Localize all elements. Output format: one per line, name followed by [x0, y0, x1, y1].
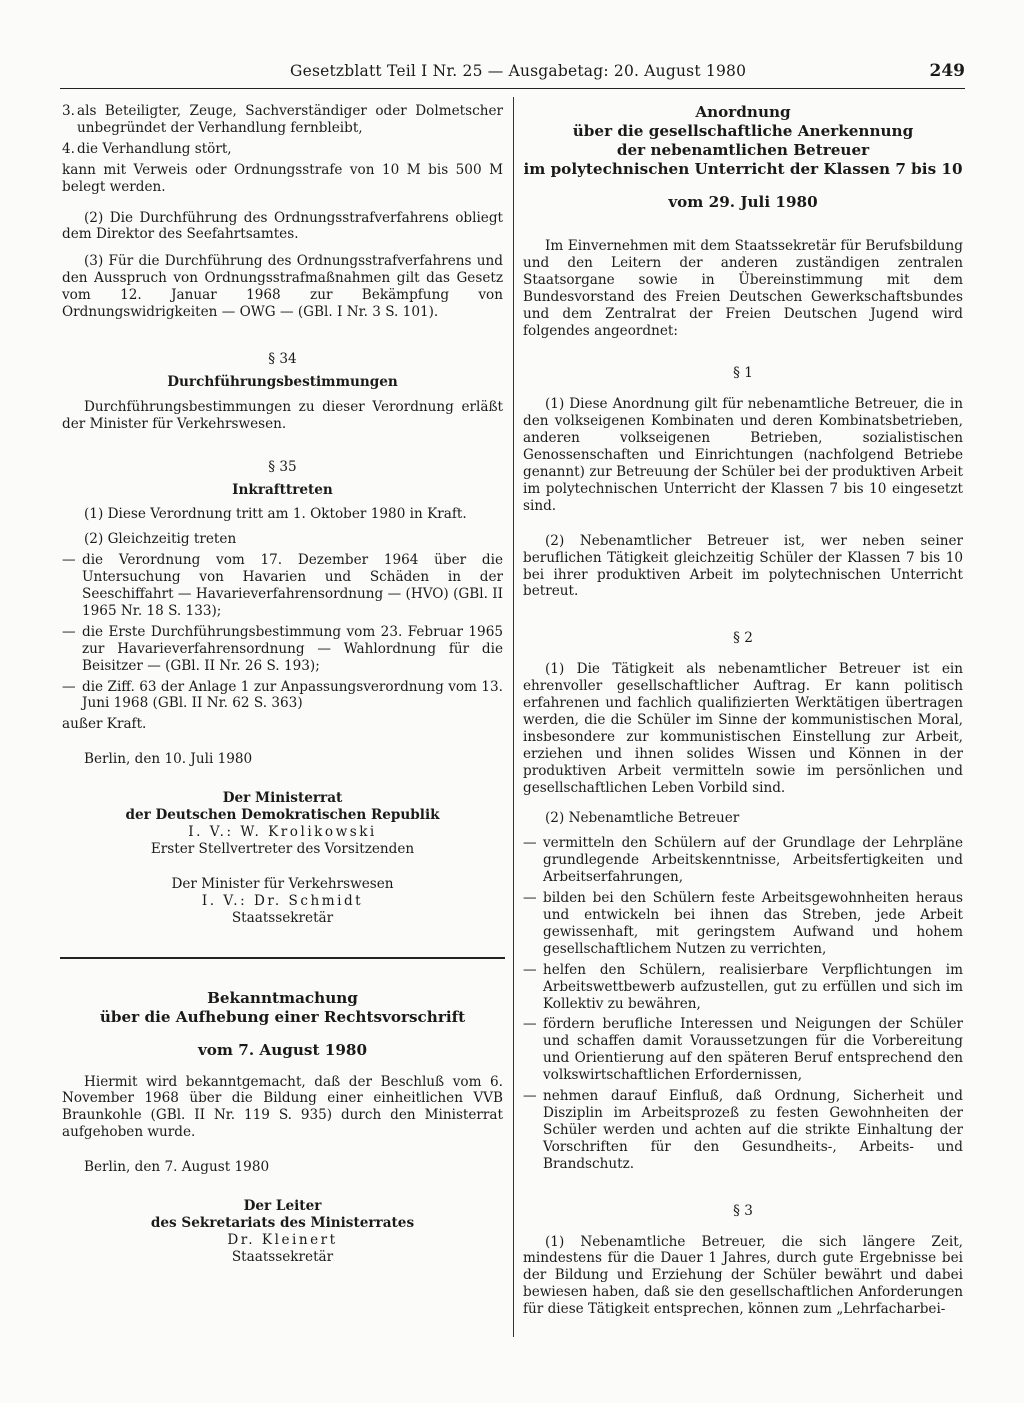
signatory-org: Der Ministerrat	[222, 790, 343, 807]
section-2-p2: (2) Nebenamtliche Betreuer	[545, 810, 740, 827]
signatory-org: Der Leiter	[243, 1198, 322, 1215]
list-text: die Ziff. 63 der Anlage 1 zur Anpassungsverordnung vom 13. Juni 1968 (GBl. II Nr. 62 S. 363)	[82, 678, 503, 712]
list-marker: 4.	[62, 140, 75, 157]
list-item	[523, 1016, 963, 1084]
ordinance-subtitle: über die gesellschaftliche Anerkennung	[572, 122, 914, 140]
ordinance-subtitle: der nebenamtlichen Betreuer	[616, 141, 870, 159]
list-item	[62, 679, 503, 713]
list-marker: —	[523, 961, 537, 978]
list-item	[523, 962, 963, 1013]
list-marker: —	[523, 1016, 537, 1033]
ausser-kraft: außer Kraft.	[62, 716, 147, 733]
list-marker: —	[523, 890, 537, 907]
list-marker: 3.	[62, 103, 75, 119]
gazette-title: Gesetzblatt Teil I Nr. 25 — Ausgabetag: 20. August 1980	[290, 62, 747, 80]
list-item	[62, 141, 503, 158]
signatory-name: Dr. Kleinert	[227, 1231, 338, 1248]
list-text: die Erste Durchführungsbestimmung vom 23. Februar 1965 zur Havarieverfahrensordnung — Wahlordnung für die Beisitzer — (GBl. II Nr. 26 S. 193);	[82, 623, 503, 674]
section-1-p1: (1) Diese Anordnung gilt für nebenamtliche Betreuer, die in den volkseigenen Kombinaten und deren Kombinatsbetrieben, anderen volkseigenen Betrieben, sozialistischen Genossenschaften und Einrichtungen (nachfolgend Betriebe genannt) zur Betreuung der Schüler bei der produktiven Arbeit im polytechnischen Unterricht der Klassen 7 bis 10 eingesetzt sind.	[523, 396, 963, 514]
paragraph-3: (3) Für die Durchführung des Ordnungsstrafverfahrens und den Ausspruch von Ordnungsstrafmaßnahmen gilt das Gesetz vom 12. Januar 1968 zur Bekämpfung von Ordnungswidrigkeiten — OWG — (GBl. I Nr. 3 S. 101).	[62, 253, 503, 321]
list-item	[523, 1088, 963, 1173]
list-text: die Verhandlung stört,	[77, 140, 232, 157]
section-1-p2: (2) Nebenamtlicher Betreuer ist, wer neben seiner beruflichen Tätigkeit gleichzeitig Schüler der Klassen 7 bis 10 bei ihrer produktiven Arbeit im polytechnischen Unterricht betreut.	[523, 532, 963, 600]
right-column	[523, 103, 963, 1318]
list-marker: —	[523, 835, 537, 852]
list-text: vermitteln den Schülern auf der Grundlage der Lehrpläne grundlegende Arbeitskenntnisse, Arbeitsfertigkeiten und Arbeitserfahrungen,	[543, 835, 963, 886]
list-text: fördern berufliche Interessen und Neigungen der Schüler und schaffen damit Voraussetzungen für die Vorbereitung und Orientierung auf den späteren Beruf entsprechend den volkswirtschaftlichen Erfordernissen,	[543, 1016, 963, 1084]
section-2-number: § 2	[733, 630, 753, 647]
section-34-number: § 34	[268, 350, 297, 367]
signing-date: Berlin, den 10. Juli 1980	[84, 751, 253, 768]
list-marker: —	[62, 678, 76, 695]
announcement-subtitle: über die Aufhebung einer Rechtsvorschrift	[99, 1007, 466, 1026]
signatory-role: Staatssekretär	[231, 909, 334, 926]
section-35-number: § 35	[268, 458, 297, 475]
ordinance-subtitle: im polytechnischen Unterricht der Klassen 7 bis 10	[523, 160, 963, 178]
list-text: helfen den Schülern, realisierbare Verpflichtungen im Arbeitswettbewerb aufzustellen, gut zu erfüllen und sich im Kollektiv zu bewähren,	[543, 961, 963, 1012]
announcement-text: Hiermit wird bekanntgemacht, daß der Beschluß vom 6. November 1968 über die Bildung einer einheitlichen VVB Braunkohle (GBl. II Nr. 119 S. 935) durch den Ministerrat aufgehoben wurde.	[62, 1073, 503, 1141]
section-3-p1: (1) Nebenamtliche Betreuer, die sich längere Zeit, mindestens für die Dauer 1 Jahres, durch gute Ergebnisse bei der Bildung und Erziehung der Schüler bewährt und dabei bewiesen haben, daß sie den gesellschaftlichen Anforderungen für diese Tätigkeit entsprechen, können zum „Lehrfacharbei-	[523, 1233, 963, 1318]
list-marker: —	[62, 623, 76, 640]
left-column	[62, 103, 503, 1266]
list-item	[523, 835, 963, 886]
signatory-org: des Sekretariats des Ministerrates	[150, 1214, 415, 1231]
section-35-title: Inkrafttreten	[232, 481, 333, 498]
signatory-org: der Deutschen Demokratischen Republik	[125, 807, 440, 824]
list-marker: —	[523, 1088, 537, 1105]
signatory-role: Erster Stellvertreter des Vorsitzenden	[150, 840, 415, 857]
list-item	[62, 103, 503, 137]
signatory-name: I. V.: W. Krolikowski	[188, 824, 377, 840]
section-35-p2: (2) Gleichzeitig treten	[84, 531, 237, 548]
section-34-title: Durchführungsbestimmungen	[167, 373, 398, 390]
announcement-title: Bekanntmachung	[207, 988, 358, 1007]
paragraph-2: (2) Die Durchführung des Ordnungsstrafverfahrens obliegt dem Direktor des Seefahrtsamtes.	[62, 209, 503, 243]
column-divider	[513, 97, 514, 1337]
list-item	[62, 624, 503, 675]
section-3-number: § 3	[733, 1202, 753, 1219]
signatory-name: I. V.: Dr. Schmidt	[201, 892, 364, 909]
list-text: nehmen darauf Einfluß, daß Ordnung, Sicherheit und Disziplin im Arbeitsprozeß zu festen Gewohnheiten der Schüler werden und achten auf die strikte Einhaltung der Vorschriften für den Gesundheits-, Arbeits- und Brandschutz.	[543, 1088, 963, 1172]
page-number: 249	[929, 61, 965, 81]
list-text: bilden bei den Schülern feste Arbeitsgewohnheiten heraus und entwickeln bei ihnen das Streben, jede Arbeit gewissenhaft, mit geringstem Aufwand und hohem gesellschaftlichem Nutzen zu verrichten,	[543, 890, 963, 957]
announcement-date: vom 7. August 1980	[197, 1040, 368, 1059]
signing-date: Berlin, den 7. August 1980	[84, 1159, 270, 1176]
signatory-org: Der Minister für Verkehrswesen	[171, 875, 394, 892]
ordinance-intro: Im Einvernehmen mit dem Staatssekretär für Berufsbildung und den Leitern der anderen zuständigen zentralen Staatsorgane sowie in Übereinstimmung mit dem Bundesvorstand des Freien Deutschen Gewerkschaftsbundes und dem Zentralrat der Freien Deutschen Jugend wird folgendes angeordnet:	[523, 238, 963, 339]
page-header	[60, 60, 965, 89]
penalty-paragraph: kann mit Verweis oder Ordnungsstrafe von 10 M bis 500 M belegt werden.	[62, 161, 503, 195]
section-2-p1: (1) Die Tätigkeit als nebenamtlicher Betreuer ist ein ehrenvoller gesellschaftlicher Auftrag. Er kann politisch erfahrenen und fachlich qualifizierten Werktätigen übertragen werden, die die Schüler im Sinne der kommunistischen Moral, insbesondere zur kommunistischen Einstellung zur Arbeit, erziehen und ihnen solides Wissen und Können in der produktiven Arbeit vermitteln sowie im persönlichen und gesellschaftlichen Leben Vorbild sind.	[523, 661, 963, 796]
separator-rule	[60, 957, 505, 959]
section-34-text: Durchführungsbestimmungen zu dieser Verordnung erläßt der Minister für Verkehrswesen.	[62, 398, 503, 432]
ordinance-date: vom 29. Juli 1980	[668, 193, 818, 211]
list-text: als Beteiligter, Zeuge, Sachverständiger oder Dolmetscher unbegründet der Verhandlung fernbleibt,	[77, 103, 503, 136]
list-text: die Verordnung vom 17. Dezember 1964 über die Untersuchung von Havarien und Schäden in der Seeschiffahrt — Havarieverfahrensordnung — (HVO) (GBl. II 1965 Nr. 18 S. 133);	[82, 552, 503, 619]
section-35-p1: (1) Diese Verordnung tritt am 1. Oktober 1980 in Kraft.	[84, 506, 467, 523]
section-1-number: § 1	[733, 365, 753, 382]
ordinance-title: Anordnung	[695, 103, 791, 121]
list-item	[62, 552, 503, 620]
list-marker: —	[62, 552, 76, 569]
list-item	[523, 890, 963, 958]
signatory-role: Staatssekretär	[231, 1248, 334, 1265]
